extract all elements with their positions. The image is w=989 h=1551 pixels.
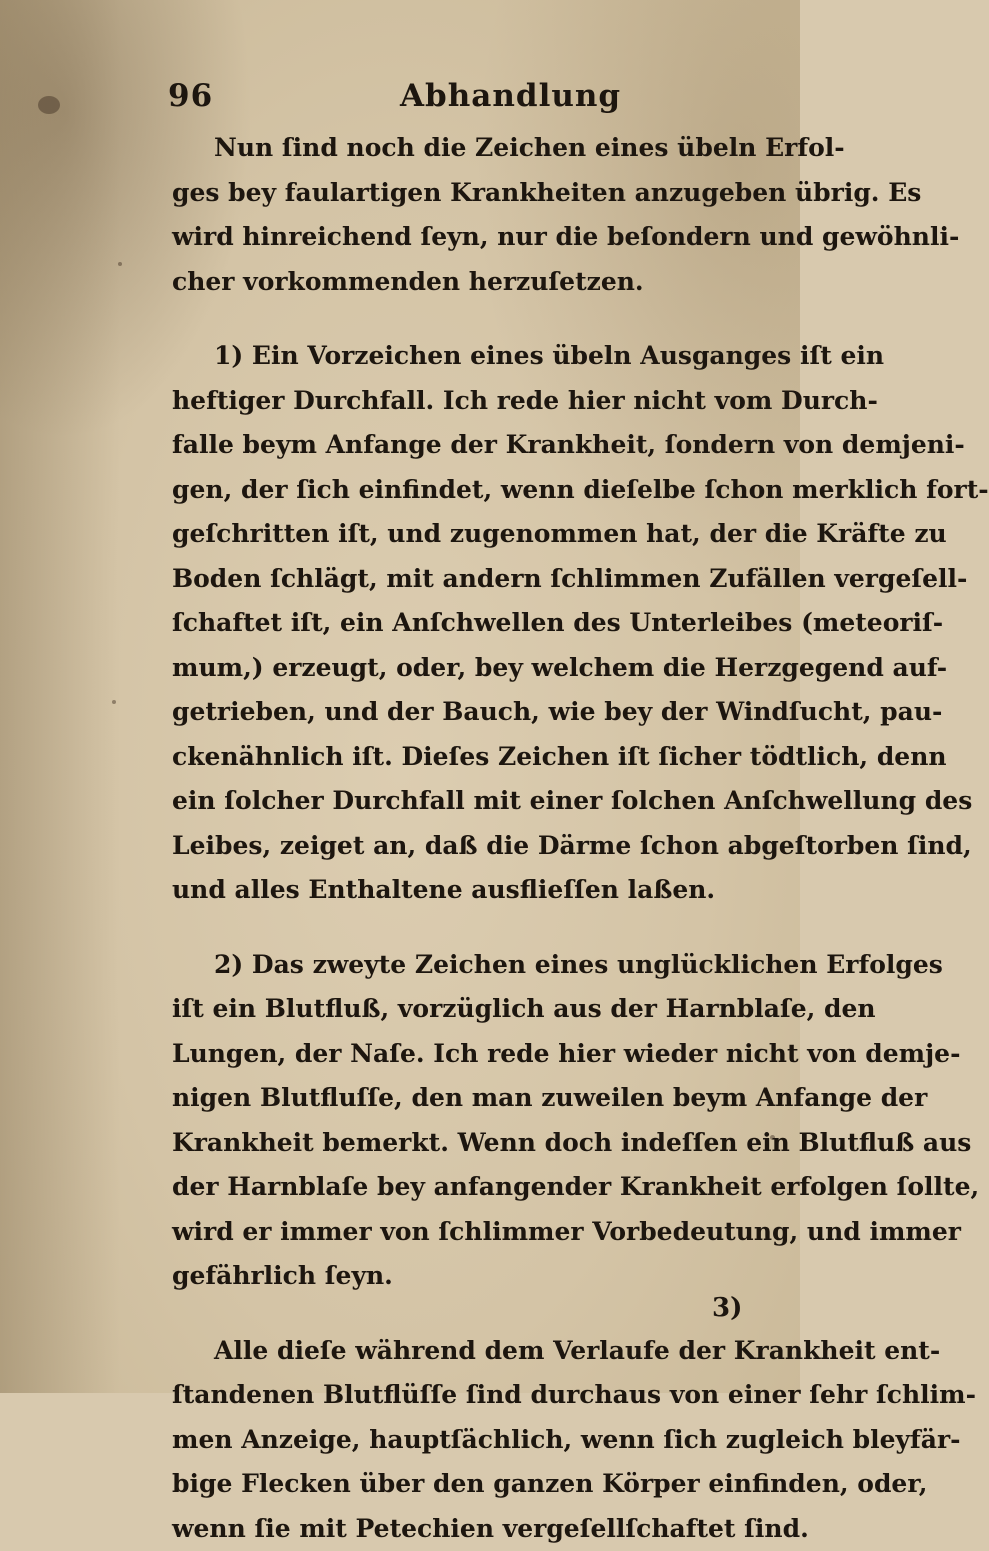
body-text bbox=[172, 126, 750, 1551]
text-line: wird er immer von ſchlimmer Vorbedeutung, und immer bbox=[172, 1210, 750, 1255]
text-line: der Harnblaſe bey anfangender Krankheit erfolgen ſollte, bbox=[172, 1165, 750, 1210]
paragraph-sign-2 bbox=[172, 943, 750, 1299]
text-line: getrieben, und der Bauch, wie bey der Windſucht, pau- bbox=[172, 690, 750, 735]
text-line: cher vorkommenden herzuſetzen. bbox=[172, 260, 750, 305]
text-line: gefährlich ſeyn. bbox=[172, 1254, 750, 1299]
text-line: falle beym Anfange der Krankheit, ſondern von demjeni- bbox=[172, 423, 750, 468]
paragraph-sign-1 bbox=[172, 334, 750, 913]
text-line: ſtandenen Blutflüſſe ſind durchaus von einer ſehr ſchlim- bbox=[172, 1373, 750, 1418]
paper-speck bbox=[118, 262, 122, 266]
catchword: 3) bbox=[712, 1293, 742, 1323]
text-line: Lungen, der Naſe. Ich rede hier wieder nicht von demje- bbox=[172, 1032, 750, 1077]
paragraph-gap bbox=[172, 304, 750, 334]
paragraph-gap bbox=[172, 1299, 750, 1329]
text-line: ckenähnlich iſt. Dieſes Zeichen iſt ſicher tödtlich, denn bbox=[172, 735, 750, 780]
page-header bbox=[168, 78, 688, 118]
page-edge-shadow bbox=[0, 0, 120, 1393]
text-line: bige Flecken über den ganzen Körper einfinden, oder, bbox=[172, 1462, 750, 1507]
text-line: Alle dieſe während dem Verlaufe der Krankheit ent- bbox=[172, 1329, 750, 1374]
running-head: Abhandlung bbox=[400, 78, 621, 114]
paragraph-bleeding bbox=[172, 1329, 750, 1551]
text-line: Krankheit bemerkt. Wenn doch indeſſen ein Blutfluß aus bbox=[172, 1121, 750, 1166]
page-number: 96 bbox=[168, 78, 213, 114]
text-line: Nun ſind noch die Zeichen eines übeln Erfol- bbox=[172, 126, 750, 171]
text-line: ſchaftet iſt, ein Anſchwellen des Unterleibes (meteoriſ- bbox=[172, 601, 750, 646]
text-line: ein ſolcher Durchfall mit einer ſolchen Anſchwellung des bbox=[172, 779, 750, 824]
text-line: 1) Ein Vorzeichen eines übeln Ausganges iſt ein bbox=[172, 334, 750, 379]
text-line: wird hinreichend ſeyn, nur die beſondern und gewöhnli- bbox=[172, 215, 750, 260]
text-line: iſt ein Blutfluß, vorzüglich aus der Harnblaſe, den bbox=[172, 987, 750, 1032]
text-line: Boden ſchlägt, mit andern ſchlimmen Zufällen vergeſell- bbox=[172, 557, 750, 602]
text-line: heftiger Durchfall. Ich rede hier nicht vom Durch- bbox=[172, 379, 750, 424]
text-line: mum,) erzeugt, oder, bey welchem die Herzgegend auf- bbox=[172, 646, 750, 691]
text-line: men Anzeige, hauptſächlich, wenn ſich zugleich bleyfär- bbox=[172, 1418, 750, 1463]
text-line: und alles Enthaltene ausflieſſen laßen. bbox=[172, 868, 750, 913]
text-line: ges bey faulartigen Krankheiten anzugeben übrig. Es bbox=[172, 171, 750, 216]
text-line: geſchritten iſt, und zugenommen hat, der die Kräfte zu bbox=[172, 512, 750, 557]
paragraph-gap bbox=[172, 913, 750, 943]
text-line: wenn ſie mit Petechien vergeſellſchaftet ſind. bbox=[172, 1507, 750, 1551]
paragraph-intro bbox=[172, 126, 750, 304]
paper-speck bbox=[112, 700, 116, 704]
text-line: 2) Das zweyte Zeichen eines unglücklichen Erfolges bbox=[172, 943, 750, 988]
text-line: nigen Blutfluſſe, den man zuweilen beym Anfange der bbox=[172, 1076, 750, 1121]
paper-speck bbox=[38, 96, 60, 114]
text-line: Leibes, zeiget an, daß die Därme ſchon abgeſtorben ſind, bbox=[172, 824, 750, 869]
text-line: gen, der ſich einfindet, wenn dieſelbe ſchon merklich fort- bbox=[172, 468, 750, 513]
